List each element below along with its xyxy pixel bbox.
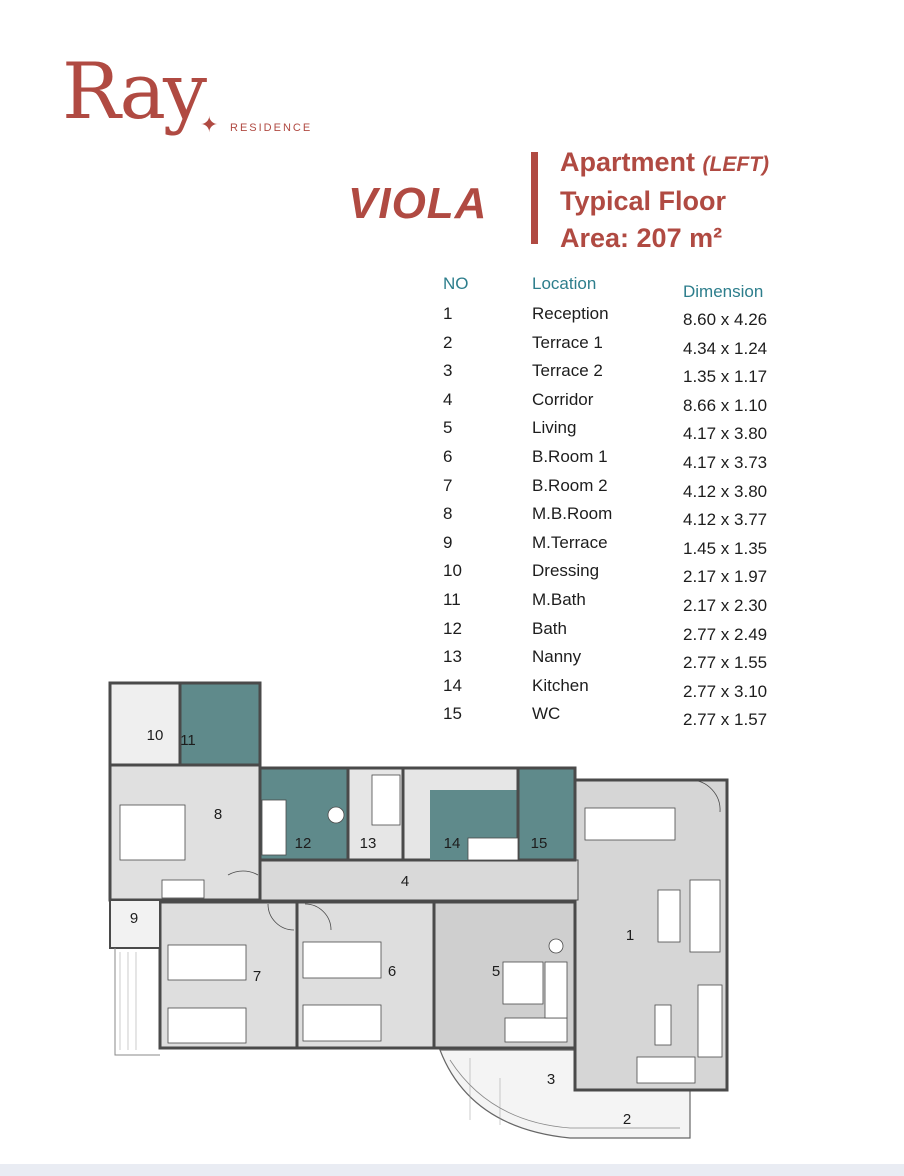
row-location: WC (532, 704, 561, 724)
logo-star-icon: ✦ (200, 112, 219, 137)
floor-plan (0, 670, 904, 1150)
row-number: 6 (443, 447, 453, 466)
row-location: Corridor (532, 389, 594, 409)
row-dimension: 2.77 x 2.49 (683, 624, 768, 644)
table-row (443, 619, 803, 647)
row-dimension: 4.17 x 3.80 (683, 424, 768, 444)
row-location: Living (532, 418, 577, 438)
row-number: 10 (443, 561, 462, 581)
row-dimension: 4.17 x 3.73 (683, 453, 768, 472)
row-location: M.Terrace (532, 532, 608, 552)
plan-label-8: 8 (213, 806, 223, 823)
logo-wordmark: Ray (62, 47, 205, 137)
plan-label-14: 14 (443, 835, 461, 852)
row-number: 3 (443, 361, 453, 381)
row-dimension: 4.12 x 3.80 (683, 481, 768, 501)
row-location: Dressing (532, 561, 600, 581)
plan-label-10: 10 (146, 727, 164, 744)
row-dimension: 2.77 x 3.10 (683, 681, 768, 701)
table-row (443, 390, 803, 418)
row-location: Kitchen (532, 675, 589, 695)
row-location: B.Room 2 (532, 475, 608, 495)
row-dimension: 8.66 x 1.10 (683, 395, 768, 415)
apartment-type-name: VIOLA (348, 179, 488, 228)
row-location: Nanny (532, 647, 582, 667)
plan-label-6: 6 (387, 963, 397, 980)
row-location: M.B.Room (532, 504, 613, 524)
row-dimension: 1.45 x 1.35 (683, 538, 768, 558)
apartment-line (560, 144, 769, 183)
row-number: 4 (443, 389, 453, 409)
row-dimension: 4.12 x 3.77 (683, 510, 768, 530)
row-number: 1 (443, 304, 453, 323)
row-dimension: 8.60 x 4.26 (683, 310, 768, 329)
row-number: 9 (443, 532, 453, 552)
row-number: 11 (443, 590, 461, 609)
row-dimension: 2.17 x 2.30 (683, 596, 768, 615)
table-row (443, 533, 803, 561)
table-row (443, 590, 803, 618)
row-location: B.Room 1 (532, 447, 608, 466)
floor-line: Typical Floor (560, 186, 727, 216)
ray-residence-logo (62, 46, 332, 156)
plan-label-5: 5 (491, 963, 501, 980)
row-dimension: 2.77 x 1.57 (683, 710, 768, 730)
row-location: M.Bath (532, 590, 586, 609)
plan-label-13: 13 (359, 835, 377, 852)
row-dimension: 2.77 x 1.55 (683, 653, 768, 673)
table-row (443, 304, 803, 332)
table-row (443, 333, 803, 361)
row-number: 12 (443, 618, 462, 638)
row-number: 5 (443, 418, 453, 438)
table-row (443, 447, 803, 475)
apartment-label: Apartment (560, 147, 696, 177)
row-number: 14 (443, 675, 462, 695)
row-location: Reception (532, 304, 609, 323)
plan-label-4: 4 (400, 873, 410, 890)
bottom-band (0, 1164, 904, 1176)
header-divider (531, 152, 538, 244)
row-dimension: 2.17 x 1.97 (683, 567, 768, 587)
header-no: NO (443, 274, 469, 293)
row-location: Terrace 2 (532, 361, 603, 381)
apartment-info (560, 144, 769, 257)
plan-label-12: 12 (294, 835, 312, 852)
row-dimension: 4.34 x 1.24 (683, 338, 768, 358)
table-row (443, 361, 803, 389)
row-location: Terrace 1 (532, 332, 603, 352)
header-dimension: Dimension (683, 282, 764, 301)
row-number: 8 (443, 504, 453, 524)
apartment-side: (LEFT) (702, 153, 770, 176)
plan-label-11: 11 (180, 732, 196, 749)
table-row (443, 561, 803, 589)
row-dimension: 1.35 x 1.17 (683, 367, 768, 387)
row-location: Bath (532, 618, 567, 638)
table-row (443, 476, 803, 504)
row-number: 2 (443, 332, 453, 352)
area-line: Area: 207 m² (560, 223, 723, 253)
plan-label-1: 1 (625, 927, 635, 944)
table-row (443, 504, 803, 532)
logo-subtitle: RESIDENCE (230, 122, 313, 134)
table-row (443, 418, 803, 446)
plan-label-7: 7 (252, 968, 262, 985)
row-number: 15 (443, 704, 462, 724)
header-location: Location (532, 274, 597, 293)
plan-label-3: 3 (546, 1071, 556, 1088)
plan-label-15: 15 (530, 835, 548, 852)
row-number: 13 (443, 647, 462, 667)
plan-label-9: 9 (129, 910, 139, 927)
row-number: 7 (443, 475, 453, 495)
plan-label-2: 2 (622, 1111, 632, 1128)
